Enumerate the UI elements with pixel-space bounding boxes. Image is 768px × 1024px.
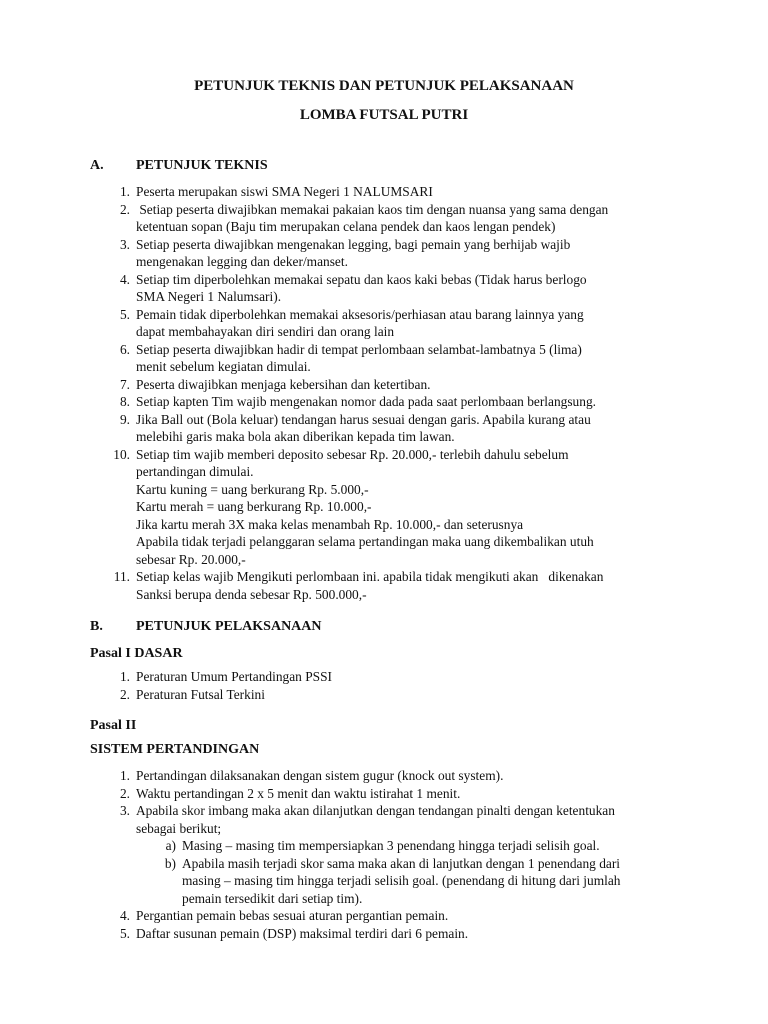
- section-b-heading: [90, 618, 322, 636]
- section-letter: B.: [90, 619, 103, 634]
- list-item-line: Setiap tim diperbolehkan memakai sepatu dan kaos kaki bebas (Tidak harus berlogo: [136, 271, 587, 287]
- list-item: [90, 785, 680, 803]
- list-item: [90, 411, 680, 446]
- list-item: [90, 183, 680, 201]
- list-item-line: pertandingan dimulai.: [136, 464, 254, 479]
- list-item: [90, 341, 680, 376]
- list-number: 2.: [119, 201, 130, 217]
- list-number: 5.: [119, 925, 130, 941]
- list-number: 2.: [119, 686, 130, 702]
- list-item-line: dapat membahayakan diri sendiri dan orang lain: [136, 324, 395, 339]
- list-item-line: Jika kartu merah 3X maka kelas menambah Rp. 10.000,- dan seterusnya: [136, 516, 524, 532]
- sub-list-item: [136, 855, 680, 908]
- list-item-line: sebesar Rp. 20.000,-: [136, 551, 246, 567]
- list-number: 8.: [119, 394, 130, 409]
- pasal-1-title: Pasal I DASAR: [90, 646, 183, 661]
- list-item: [90, 767, 680, 785]
- document-subtitle: LOMBA FUTSAL PUTRI: [299, 107, 469, 123]
- list-number: 6.: [119, 341, 130, 357]
- pasal-1-list: [90, 668, 680, 703]
- list-number: 3.: [119, 236, 130, 252]
- list-number: 10.: [113, 446, 130, 462]
- document-title: PETUNJUK TEKNIS DAN PETUNJUK PELAKSANAAN: [194, 78, 574, 94]
- list-item-line: Peserta merupakan siswi SMA Negeri 1 NALUMSARI: [136, 184, 433, 199]
- list-item-line: Setiap tim wajib memberi deposito sebesar Rp. 20.000,- terlebih dahulu sebelum: [136, 446, 569, 462]
- list-item-line: Pertandingan dilaksanakan dengan sistem gugur (knock out system).: [136, 768, 504, 783]
- list-item-line: Setiap peserta diwajibkan hadir di tempat perlombaan selambat-lambatnya 5 (lima): [136, 341, 582, 357]
- section-title: PETUNJUK PELAKSANAAN: [136, 619, 322, 634]
- list-item-line: Masing – masing tim mempersiapkan 3 penendang hingga terjadi selisih goal.: [182, 838, 600, 853]
- list-item: [90, 925, 680, 943]
- list-item-line: Apabila skor imbang maka akan dilanjutkan dengan tendangan pinalti dengan ketentukan: [136, 803, 615, 818]
- list-item-line: Apabila masih terjadi skor sama maka akan di lanjutkan dengan 1 penendang dari: [182, 855, 621, 871]
- list-item-line: ketentuan sopan (Baju tim merupakan celana pendek dan kaos lengan pendek): [136, 219, 556, 234]
- list-item-line: Setiap peserta diwajibkan mengenakan legging, bagi pemain yang berhijab wajib: [136, 236, 571, 252]
- list-item: [90, 271, 680, 306]
- list-number: 4.: [119, 908, 130, 923]
- list-item: [90, 686, 680, 704]
- pasal-2-title: Pasal II: [90, 718, 137, 733]
- list-item-line: menit sebelum kegiatan dimulai.: [136, 359, 311, 374]
- list-item-line: Setiap kapten Tim wajib mengenakan nomor dada pada saat perlombaan berlangsung.: [136, 394, 596, 409]
- list-item-line: Jika Ball out (Bola keluar) tendangan harus sesuai dengan garis. Apabila kurang atau: [136, 411, 591, 427]
- list-item-line: Kartu merah = uang berkurang Rp. 10.000,-: [136, 499, 372, 514]
- list-item: [90, 668, 680, 686]
- list-item-line: Daftar susunan pemain (DSP) maksimal terdiri dari 6 pemain.: [136, 925, 469, 941]
- list-item-line: Setiap peserta diwajibkan memakai pakaian kaos tim dengan nuansa yang sama dengan: [136, 201, 609, 217]
- sub-list: [136, 837, 680, 907]
- list-item-line: Peserta diwajibkan menjaga kebersihan dan ketertiban.: [136, 376, 431, 392]
- list-item-line: melebihi garis maka bola akan diberikan kepada tim lawan.: [136, 429, 455, 444]
- list-item-line: Pergantian pemain bebas sesuai aturan pergantian pemain.: [136, 908, 449, 923]
- pasal-2-subtitle: SISTEM PERTANDINGAN: [90, 742, 260, 757]
- list-item: [90, 393, 680, 411]
- list-item: [90, 376, 680, 394]
- list-item: [90, 446, 680, 569]
- list-number: 1.: [119, 768, 130, 783]
- list-item-line: Apabila tidak terjadi pelanggaran selama pertandingan maka uang dikembalikan utuh: [136, 534, 594, 549]
- sub-list-item: [136, 837, 680, 855]
- list-item: [90, 201, 680, 236]
- petunjuk-teknis-list: [90, 183, 680, 603]
- list-item-line: sebagai berikut;: [136, 820, 222, 836]
- list-number: 4.: [119, 271, 130, 287]
- list-item-line: Sanksi berupa denda sebesar Rp. 500.000,-: [136, 586, 367, 602]
- list-item-line: Pemain tidak diperbolehkan memakai aksesoris/perhiasan atau barang lainnya yang: [136, 306, 584, 322]
- section-title: PETUNJUK TEKNIS: [136, 158, 268, 173]
- list-item-line: Peraturan Umum Pertandingan PSSI: [136, 669, 333, 684]
- list-number: 9.: [119, 411, 130, 427]
- list-number: 2.: [119, 785, 130, 801]
- section-letter: A.: [90, 158, 104, 173]
- list-item-line: mengenakan legging dan deker/manset.: [136, 254, 348, 269]
- list-number: 5.: [119, 306, 130, 322]
- list-item-line: Waktu pertandingan 2 x 5 menit dan waktu istirahat 1 menit.: [136, 785, 461, 801]
- list-item-line: Kartu kuning = uang berkurang Rp. 5.000,-: [136, 481, 369, 497]
- list-number: 1.: [119, 669, 130, 684]
- sistem-pertandingan-list: [90, 767, 680, 942]
- list-item: [90, 907, 680, 925]
- list-item: [90, 236, 680, 271]
- list-item-line: masing – masing tim hingga terjadi selisih goal. (penendang di hitung dari jumlah: [182, 873, 621, 888]
- list-number: 1.: [119, 184, 130, 199]
- list-item-line: SMA Negeri 1 Nalumsari).: [136, 289, 282, 304]
- list-number: 11.: [113, 569, 130, 584]
- list-number: a): [165, 838, 176, 853]
- list-item-line: Peraturan Futsal Terkini: [136, 686, 265, 702]
- list-number: b): [164, 855, 176, 871]
- list-item: [90, 568, 680, 603]
- list-number: 7.: [119, 376, 130, 392]
- list-item-line: Setiap kelas wajib Mengikuti perlombaan ini. apabila tidak mengikuti akan dikenakan: [136, 569, 604, 584]
- list-number: 3.: [119, 803, 130, 818]
- list-item-line: pemain tersedikit dari setiap tim).: [182, 890, 363, 906]
- list-item: [90, 306, 680, 341]
- list-item: [90, 802, 680, 907]
- section-a-heading: [90, 157, 268, 175]
